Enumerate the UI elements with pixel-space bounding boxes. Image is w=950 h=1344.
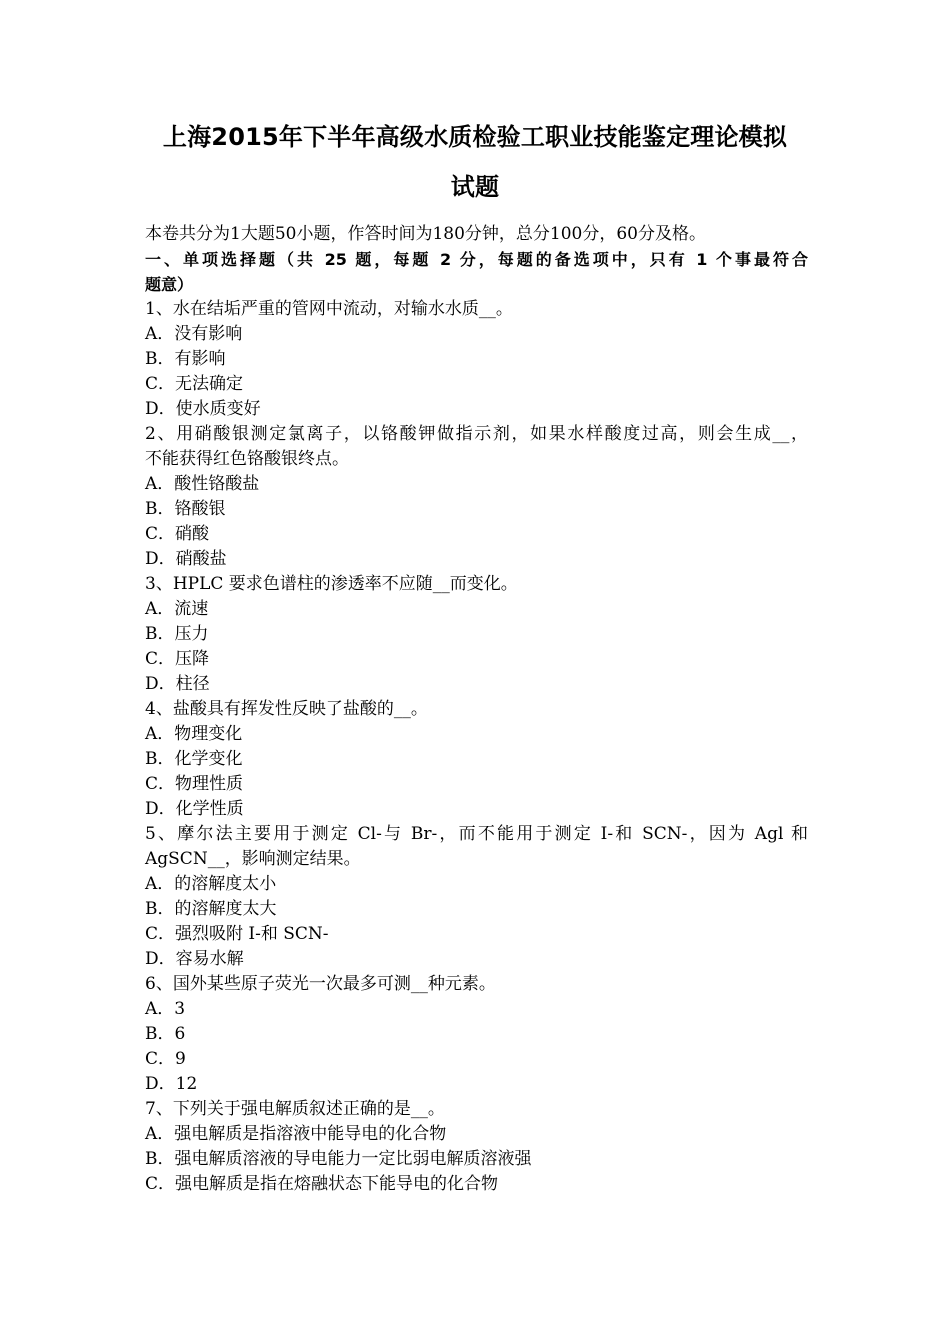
answer-option: A．酸性铬酸盐 <box>145 474 260 494</box>
question-stem-line: 5、摩尔法主要用于测定 Cl-与 Br-，而不能用于测定 I-和 SCN-，因为 Agl 和 <box>145 824 808 844</box>
answer-option: A．的溶解度太小 <box>145 874 277 894</box>
question-stem-line: 6、国外某些原子荧光一次最多可测__种元素。 <box>145 974 496 994</box>
answer-option: A．没有影响 <box>145 324 243 344</box>
answer-option: D．硝酸盐 <box>145 549 227 569</box>
answer-option: D．化学性质 <box>145 799 244 819</box>
question-item <box>145 972 808 1097</box>
answer-option: C．强烈吸附 I-和 SCN- <box>145 924 329 944</box>
question-item <box>145 1097 808 1197</box>
question-stem-line: 3、HPLC 要求色谱柱的渗透率不应随__而变化。 <box>145 574 518 594</box>
section-heading-line-2: 题意） <box>145 275 194 294</box>
answer-option: B．有影响 <box>145 349 226 369</box>
answer-option: D．柱径 <box>145 674 210 694</box>
question-item <box>145 822 808 972</box>
answer-option: D．12 <box>145 1074 198 1094</box>
answer-option: B．的溶解度太大 <box>145 899 277 919</box>
question-stem-line: AgSCN__，影响测定结果。 <box>145 849 361 869</box>
question-item <box>145 422 808 572</box>
answer-option: C．9 <box>145 1049 186 1069</box>
question-item <box>145 572 808 697</box>
answer-option: B．强电解质溶液的导电能力一定比弱电解质溶液强 <box>145 1149 532 1169</box>
question-item <box>145 697 808 822</box>
exam-intro: 本卷共分为1大题50小题，作答时间为180分钟，总分100分，60分及格。 <box>145 224 706 244</box>
question-list <box>145 297 808 1197</box>
answer-option: B．化学变化 <box>145 749 243 769</box>
answer-option: C．硝酸 <box>145 524 210 544</box>
document-title-line-2: 试题 <box>450 173 500 201</box>
question-stem-line: 不能获得红色铬酸银终点。 <box>145 449 349 469</box>
answer-option: C．压降 <box>145 649 210 669</box>
answer-option: C．强电解质是指在熔融状态下能导电的化合物 <box>145 1174 499 1194</box>
answer-option: A．强电解质是指溶液中能导电的化合物 <box>145 1124 447 1144</box>
document-body <box>145 222 808 1197</box>
answer-option: B．6 <box>145 1024 186 1044</box>
answer-option: D．容易水解 <box>145 949 244 969</box>
question-item <box>145 297 808 422</box>
answer-option: C．物理性质 <box>145 774 244 794</box>
answer-option: D．使水质变好 <box>145 399 261 419</box>
question-stem-line: 7、下列关于强电解质叙述正确的是__。 <box>145 1099 445 1119</box>
answer-option: A．物理变化 <box>145 724 243 744</box>
question-stem-line: 1、水在结垢严重的管网中流动，对输水水质__。 <box>145 299 513 319</box>
answer-option: B．压力 <box>145 624 209 644</box>
answer-option: A．3 <box>145 999 186 1019</box>
question-stem-line: 2、用硝酸银测定氯离子，以铬酸钾做指示剂，如果水样酸度过高，则会生成__， <box>145 424 808 444</box>
answer-option: A．流速 <box>145 599 209 619</box>
answer-option: C．无法确定 <box>145 374 244 394</box>
question-stem-line: 4、盐酸具有挥发性反映了盐酸的__。 <box>145 699 428 719</box>
document-title-line-1: 上海2015年下半年高级水质检验工职业技能鉴定理论模拟 <box>162 123 788 151</box>
section-heading-line-1: 一、单项选择题（共 25 题，每题 2 分，每题的备选项中，只有 1 个事最符合 <box>145 250 808 269</box>
answer-option: B．铬酸银 <box>145 499 226 519</box>
